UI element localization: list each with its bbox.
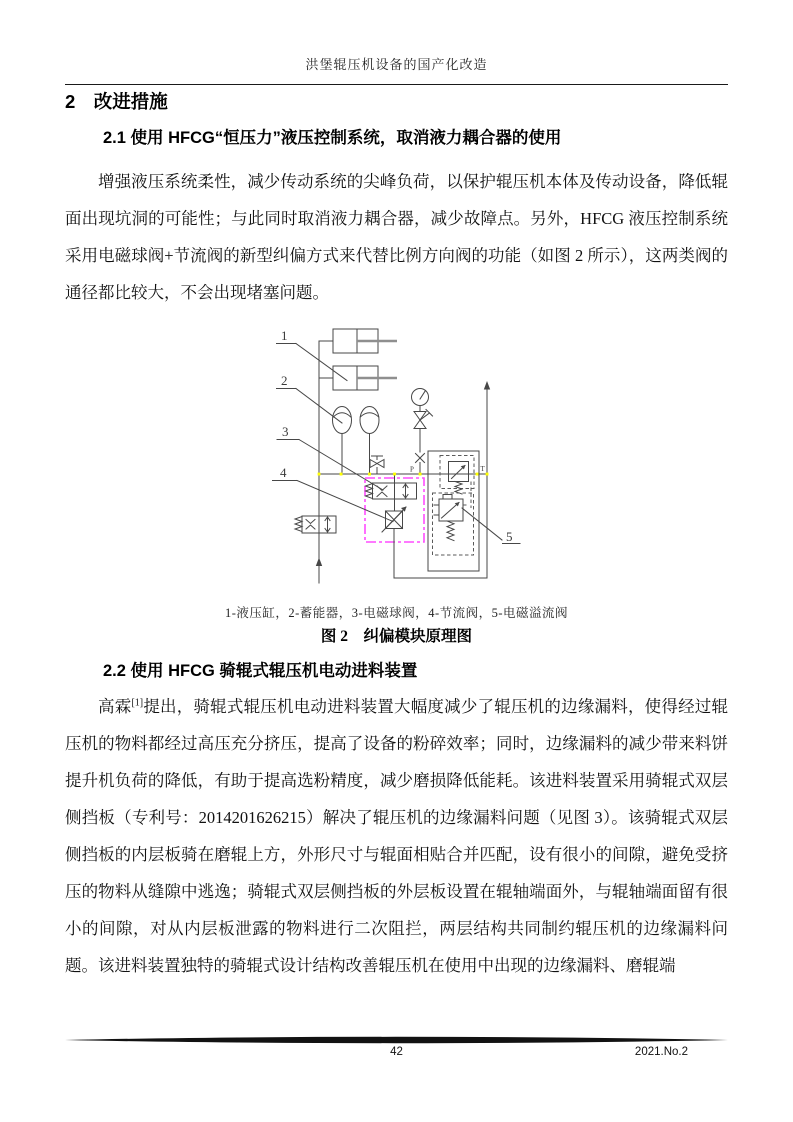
pressure-gauge-icon (412, 389, 429, 412)
svg-text:3: 3 (282, 424, 289, 439)
paragraph-2-2-prefix: 高霖 (98, 697, 132, 716)
callout-4 (273, 465, 394, 522)
subsection-2-2-heading: 2.2 使用 HFCG 骑辊式辊压机电动进料装置 (103, 662, 418, 680)
figure-2-diagram (250, 315, 550, 605)
paragraph-2-2-rest: 提出，骑辊式辊压机电动进料装置大幅度减少了辊压机的边缘漏料，使得经过辊压机的物料都经过高压充分挤压，提高了设备的粉碎效率；同时，边缘漏料的减少带来料饼提升机负荷的降低，有助于提高选粉精度，减少磨损降低能耗。该进料装置采用骑辊式双层侧挡板（专利号：2014201626215）解决了辊压机的边缘漏料问题（见图 3）。该骑辊式双层侧挡板的内层板骑在磨辊上方，外形尺寸与辊面相贴合并匹配，设有很小的间隙，避免受挤压的物料从缝隙中逃逸；骑辊式双层侧挡板的外层板设置在辊轴端面外，与辊轴端面留有很小的间隙，对从内层板泄露的物料进行二次阻拦，两层结构共同制约辊压机的边缘漏料问题。该进料装置独特的骑辊式设计结构改善辊压机在使用中出现的边缘漏料、磨辊端 (65, 697, 729, 975)
section-heading: 2 改进措施 (65, 91, 168, 112)
flow-arrow-icon-bottom (316, 558, 322, 567)
port-t-label: T (480, 465, 485, 473)
svg-text:2: 2 (281, 373, 288, 388)
subsection-2-1-heading: 2.1 使用 HFCG“恒压力”液压控制系统，取消液力耦合器的使用 (103, 129, 562, 147)
callout-2 (277, 373, 343, 423)
pilot-relief-valve-icon (440, 456, 474, 509)
accumulator-icon-1 (333, 407, 352, 475)
paragraph-2-1: 增强液压系统柔性，减少传动系统的尖峰负荷，以保护辊压机本体及传动设备，降低辊面出现坑洞的可能性；与此同时取消液力耦合器，减少故障点。另外，HFCG 液压控制系统采用电磁球阀+节流阀的新型纠偏方式来代替比例方向阀的功能（如图 2 所示），这两类阀的通径都比较大，不会出现堵塞问题。 (65, 172, 728, 302)
running-header-title: 洪堡辊压机设备的国产化改造 (305, 57, 488, 72)
svg-text:5: 5 (506, 529, 513, 544)
figure-2-legend: 1-液压缸，2-蓄能器，3-电磁球阀，4-节流阀，5-电磁溢流阀 (224, 606, 569, 620)
hydraulic-cylinder-icon-1 (319, 329, 397, 353)
gauge-isolator-valve-icon (414, 410, 433, 475)
svg-text:1: 1 (281, 328, 288, 343)
port-p-label: P (410, 465, 414, 474)
main-relief-valve-icon (433, 493, 474, 555)
footer-issue: 2021.No.2 (634, 1046, 688, 1058)
header-rule (65, 84, 728, 85)
svg-text:4: 4 (280, 465, 287, 480)
throttle-valve-icon (382, 507, 487, 579)
bottom-solenoid-valve-icon (295, 516, 336, 533)
callout-5 (462, 508, 520, 544)
drain-cock-icon (370, 456, 384, 474)
paragraph-2-2 (65, 688, 728, 1021)
relief-valve-assembly-box (428, 451, 479, 571)
footer-bar (65, 1036, 728, 1044)
figure-2-caption: 图 2 纠偏模块原理图 (320, 628, 473, 645)
solenoid-ball-valve-icon (366, 474, 417, 511)
hydraulic-cylinder-icon-2 (319, 366, 397, 390)
citation-ref: [1] (131, 697, 144, 709)
tank-return-line (484, 381, 490, 578)
footer-page-number: 42 (390, 1046, 403, 1058)
